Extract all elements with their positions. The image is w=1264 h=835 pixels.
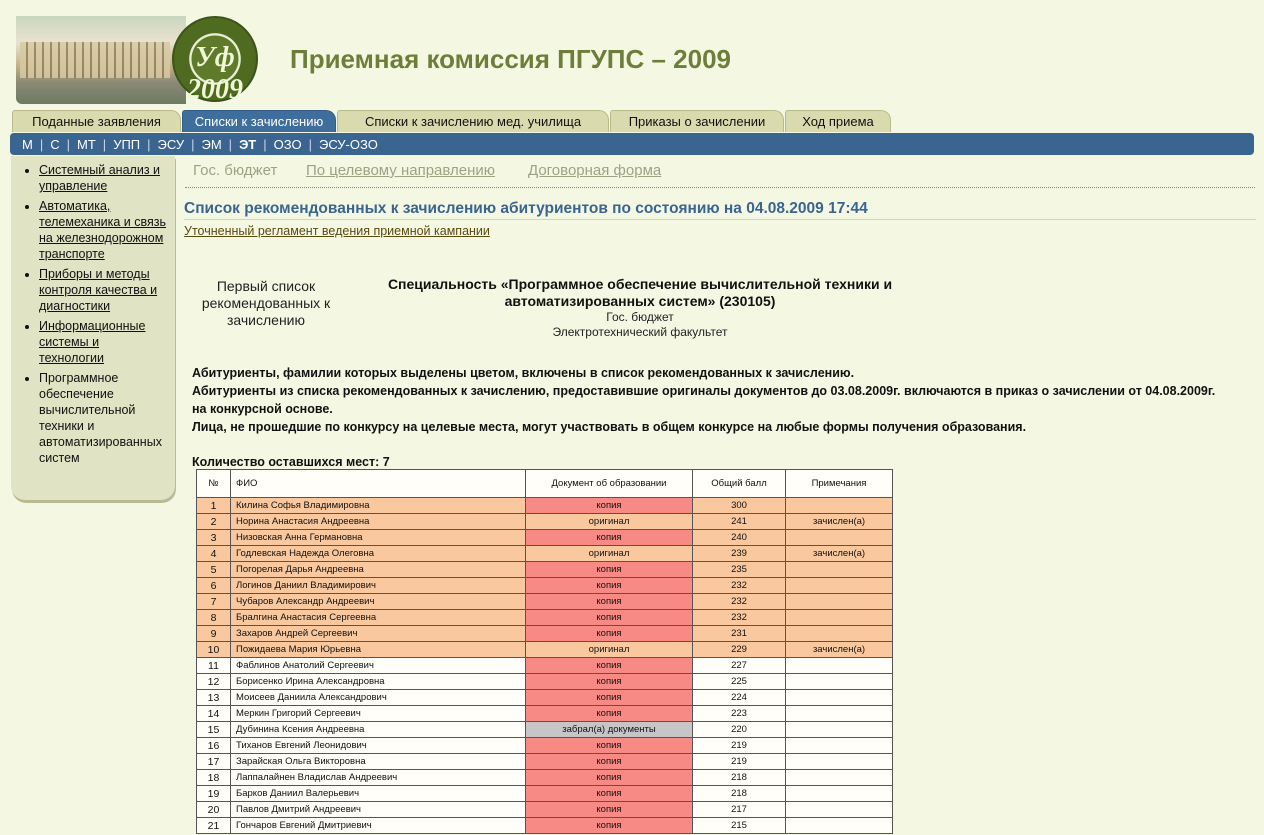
university-seal-logo[interactable] [172, 16, 258, 105]
form-targeted-link[interactable]: По целевому направлению [306, 162, 496, 179]
cell-num: 10 [197, 642, 231, 658]
table-row [197, 818, 893, 834]
faculty-link[interactable]: МТ [77, 137, 96, 152]
cell-num: 15 [197, 722, 231, 738]
notes-block [192, 364, 1232, 436]
cell-score: 225 [693, 674, 786, 690]
cell-fio: Низовская Анна Германовна [231, 530, 526, 546]
site-header [0, 0, 1264, 110]
tab-admission-progress[interactable]: Ход приема [785, 110, 891, 132]
table-row [197, 610, 893, 626]
header-fio: ФИО [231, 470, 526, 498]
cell-doc: копия [526, 786, 693, 802]
cell-fio: Годлевская Надежда Олеговна [231, 546, 526, 562]
cell-score: 232 [693, 578, 786, 594]
funding-type: Гос. бюджет [606, 310, 674, 324]
table-row [197, 562, 893, 578]
header-num: № [197, 470, 231, 498]
cell-doc: копия [526, 578, 693, 594]
table-row [197, 738, 893, 754]
cell-num: 20 [197, 802, 231, 818]
cell-note: зачислен(а) [786, 642, 893, 658]
cell-note: зачислен(а) [786, 546, 893, 562]
cell-doc: копия [526, 530, 693, 546]
cell-note [786, 706, 893, 722]
header-score: Общий балл [693, 470, 786, 498]
cell-doc: копия [526, 626, 693, 642]
sidebar-item [39, 370, 167, 466]
cell-fio: Захаров Андрей Сергеевич [231, 626, 526, 642]
specialty-name: Специальность «Программное обеспечение вычислительной техники и автоматизированных систем» (230105) [387, 276, 893, 309]
cell-fio: Моисеев Даниила Александрович [231, 690, 526, 706]
table-row [197, 658, 893, 674]
header-doc: Документ об образовании [526, 470, 693, 498]
note-line: Абитуриенты, фамилии которых выделены цветом, включены в список рекомендованных к зачислению. [192, 366, 855, 380]
nav-separator: | [66, 137, 71, 152]
cell-note [786, 610, 893, 626]
cell-num: 5 [197, 562, 231, 578]
table-row [197, 786, 893, 802]
cell-doc: забрал(а) документы [526, 722, 693, 738]
cell-score: 219 [693, 754, 786, 770]
cell-num: 19 [197, 786, 231, 802]
cell-fio: Барков Даниил Валерьевич [231, 786, 526, 802]
regulation-link[interactable]: Уточненный регламент ведения приемной кампании [184, 224, 490, 238]
cell-fio: Чубаров Александр Андреевич [231, 594, 526, 610]
cell-score: 231 [693, 626, 786, 642]
cell-fio: Тиханов Евгений Леонидович [231, 738, 526, 754]
cell-num: 16 [197, 738, 231, 754]
title-underline [184, 219, 1256, 220]
sidebar-item[interactable] [39, 198, 167, 262]
cell-num: 4 [197, 546, 231, 562]
cell-note [786, 658, 893, 674]
cell-fio: Гончаров Евгений Дмитриевич [231, 818, 526, 834]
cell-doc: оригинал [526, 642, 693, 658]
faculty-link[interactable]: УПП [113, 137, 141, 152]
tab-enrollment-lists[interactable]: Списки к зачислению [182, 110, 336, 132]
sidebar-item-current: Программное обеспечение вычислительной техники и автоматизированных систем [39, 371, 162, 465]
cell-doc: копия [526, 594, 693, 610]
cell-note [786, 690, 893, 706]
sidebar-item-link[interactable]: Автоматика, телемеханика и связь на железнодорожном транспорте [39, 199, 166, 261]
table-row [197, 770, 893, 786]
cell-fio: Норина Анастасия Андреевна [231, 514, 526, 530]
cell-note [786, 674, 893, 690]
cell-note [786, 786, 893, 802]
note-line: Абитуриенты из списка рекомендованных к зачислению, предоставившие оригиналы документов до 03.08.2009г. включаются в приказ о зачислении от 04.08.2009г. на конкурсной основе. [192, 384, 1216, 416]
nav-separator: | [263, 137, 267, 152]
cell-score: 218 [693, 786, 786, 802]
cell-note [786, 754, 893, 770]
cell-score: 219 [693, 738, 786, 754]
applicants-table [196, 469, 893, 834]
cell-num: 9 [197, 626, 231, 642]
cell-fio: Борисенко Ирина Александровна [231, 674, 526, 690]
cell-note [786, 818, 893, 834]
cell-note [786, 722, 893, 738]
cell-num: 11 [197, 658, 231, 674]
faculty-link[interactable]: М [22, 137, 33, 152]
faculty-link[interactable]: ЭСУ [157, 137, 185, 152]
logo-lettering: Уф 2009 [187, 42, 243, 105]
tab-medical-college-lists[interactable]: Списки к зачислению мед. училища [337, 110, 609, 132]
cell-fio: Лаппалайнен Владислав Андреевич [231, 770, 526, 786]
cell-doc: копия [526, 770, 693, 786]
table-row [197, 530, 893, 546]
sidebar-item[interactable] [39, 162, 167, 194]
cell-note [786, 738, 893, 754]
cell-fio: Килина Софья Владимировна [231, 498, 526, 514]
nav-separator: | [191, 137, 195, 152]
cell-note [786, 530, 893, 546]
cell-fio: Погорелая Дарья Андреевна [231, 562, 526, 578]
header-note: Примечания [786, 470, 893, 498]
form-state-budget: Гос. бюджет [193, 162, 278, 179]
cell-num: 13 [197, 690, 231, 706]
sidebar-item[interactable] [39, 318, 167, 366]
cell-num: 7 [197, 594, 231, 610]
specialty-sidebar [11, 156, 175, 500]
specialty-header [340, 276, 940, 340]
table-row [197, 802, 893, 818]
nav-separator: | [308, 137, 312, 152]
form-contract-link[interactable]: Договорная форма [528, 162, 662, 179]
cell-num: 2 [197, 514, 231, 530]
faculty-link[interactable]: ЭСУ-ОЗО [318, 137, 378, 152]
cell-num: 12 [197, 674, 231, 690]
cell-fio: Зарайская Ольга Викторовна [231, 754, 526, 770]
cell-doc: оригинал [526, 546, 693, 562]
note-line: Лица, не прошедшие по конкурсу на целевые места, могут участвовать в общем конкурсе на любые формы получения образования. [192, 420, 1027, 434]
cell-num: 6 [197, 578, 231, 594]
faculty-nav-bar [10, 133, 1254, 155]
nav-separator: | [147, 137, 151, 152]
table-row [197, 514, 893, 530]
cell-score: 223 [693, 706, 786, 722]
cell-score: 217 [693, 802, 786, 818]
table-row [197, 722, 893, 738]
cell-doc: копия [526, 690, 693, 706]
tab-enrollment-orders[interactable]: Приказы о зачислении [610, 110, 784, 132]
cell-doc: копия [526, 658, 693, 674]
cell-note [786, 770, 893, 786]
cell-score: 232 [693, 594, 786, 610]
cell-fio: Пожидаева Мария Юрьевна [231, 642, 526, 658]
cell-score: 218 [693, 770, 786, 786]
cell-fio: Павлов Дмитрий Андреевич [231, 802, 526, 818]
cell-num: 17 [197, 754, 231, 770]
cell-doc: копия [526, 610, 693, 626]
page-title: Приемная комиссия ПГУПС – 2009 [290, 44, 731, 74]
faculty-link[interactable]: С [50, 137, 60, 152]
cell-score: 235 [693, 562, 786, 578]
cell-fio: Меркин Григорий Сергеевич [231, 706, 526, 722]
table-row [197, 706, 893, 722]
table-row [197, 594, 893, 610]
cell-doc: копия [526, 818, 693, 834]
faculty-link[interactable]: ОЗО [273, 137, 302, 152]
cell-num: 1 [197, 498, 231, 514]
cell-num: 14 [197, 706, 231, 722]
cell-doc: копия [526, 802, 693, 818]
cell-doc: копия [526, 498, 693, 514]
cell-fio: Фаблинов Анатолий Сергеевич [231, 658, 526, 674]
table-row [197, 498, 893, 514]
cell-score: 300 [693, 498, 786, 514]
cell-doc: оригинал [526, 514, 693, 530]
remaining-places: Количество оставшихся мест: 7 [192, 455, 390, 469]
faculty-link[interactable]: ЭМ [201, 137, 222, 152]
list-title: Список рекомендованных к зачислению абитуриентов по состоянию на 04.08.2009 17:44 [184, 200, 868, 217]
cell-doc: копия [526, 706, 693, 722]
cell-note [786, 562, 893, 578]
cell-note [786, 578, 893, 594]
cell-score: 229 [693, 642, 786, 658]
table-row [197, 674, 893, 690]
cell-score: 239 [693, 546, 786, 562]
cell-score: 220 [693, 722, 786, 738]
sidebar-item-link[interactable]: Системный анализ и управление [39, 163, 161, 193]
university-building-photo [16, 16, 186, 104]
first-list-label: Первый список рекомендованных к зачислению [201, 278, 331, 328]
cell-score: 224 [693, 690, 786, 706]
cell-num: 21 [197, 818, 231, 834]
sidebar-item-link[interactable]: Приборы и методы контроля качества и диагностики [39, 267, 158, 313]
faculty-name: Электротехнический факультет [552, 325, 728, 339]
tab-submitted-applications[interactable]: Поданные заявления [12, 110, 181, 132]
sidebar-item[interactable] [39, 266, 167, 314]
cell-doc: копия [526, 674, 693, 690]
cell-doc: копия [526, 754, 693, 770]
cell-note: зачислен(а) [786, 514, 893, 530]
cell-score: 240 [693, 530, 786, 546]
cell-score: 215 [693, 818, 786, 834]
table-row [197, 626, 893, 642]
nav-separator: | [228, 137, 233, 152]
sidebar-item-link[interactable]: Информационные системы и технологии [39, 319, 146, 365]
cell-doc: копия [526, 738, 693, 754]
cell-doc: копия [526, 562, 693, 578]
cell-note [786, 594, 893, 610]
table-row [197, 690, 893, 706]
cell-note [786, 626, 893, 642]
table-row [197, 578, 893, 594]
cell-fio: Дубинина Ксения Андреевна [231, 722, 526, 738]
cell-fio: Бралгина Анастасия Сергеевна [231, 610, 526, 626]
cell-num: 8 [197, 610, 231, 626]
faculty-link[interactable]: ЭТ [239, 137, 257, 152]
cell-fio: Логинов Даниил Владимирович [231, 578, 526, 594]
dotted-divider [185, 187, 1255, 188]
nav-separator: | [102, 137, 107, 152]
table-row [197, 642, 893, 658]
table-row [197, 754, 893, 770]
table-header-row [197, 470, 893, 498]
cell-num: 18 [197, 770, 231, 786]
cell-note [786, 802, 893, 818]
cell-score: 232 [693, 610, 786, 626]
cell-score: 227 [693, 658, 786, 674]
cell-note [786, 498, 893, 514]
nav-separator: | [39, 137, 44, 152]
cell-num: 3 [197, 530, 231, 546]
cell-score: 241 [693, 514, 786, 530]
table-row [197, 546, 893, 562]
